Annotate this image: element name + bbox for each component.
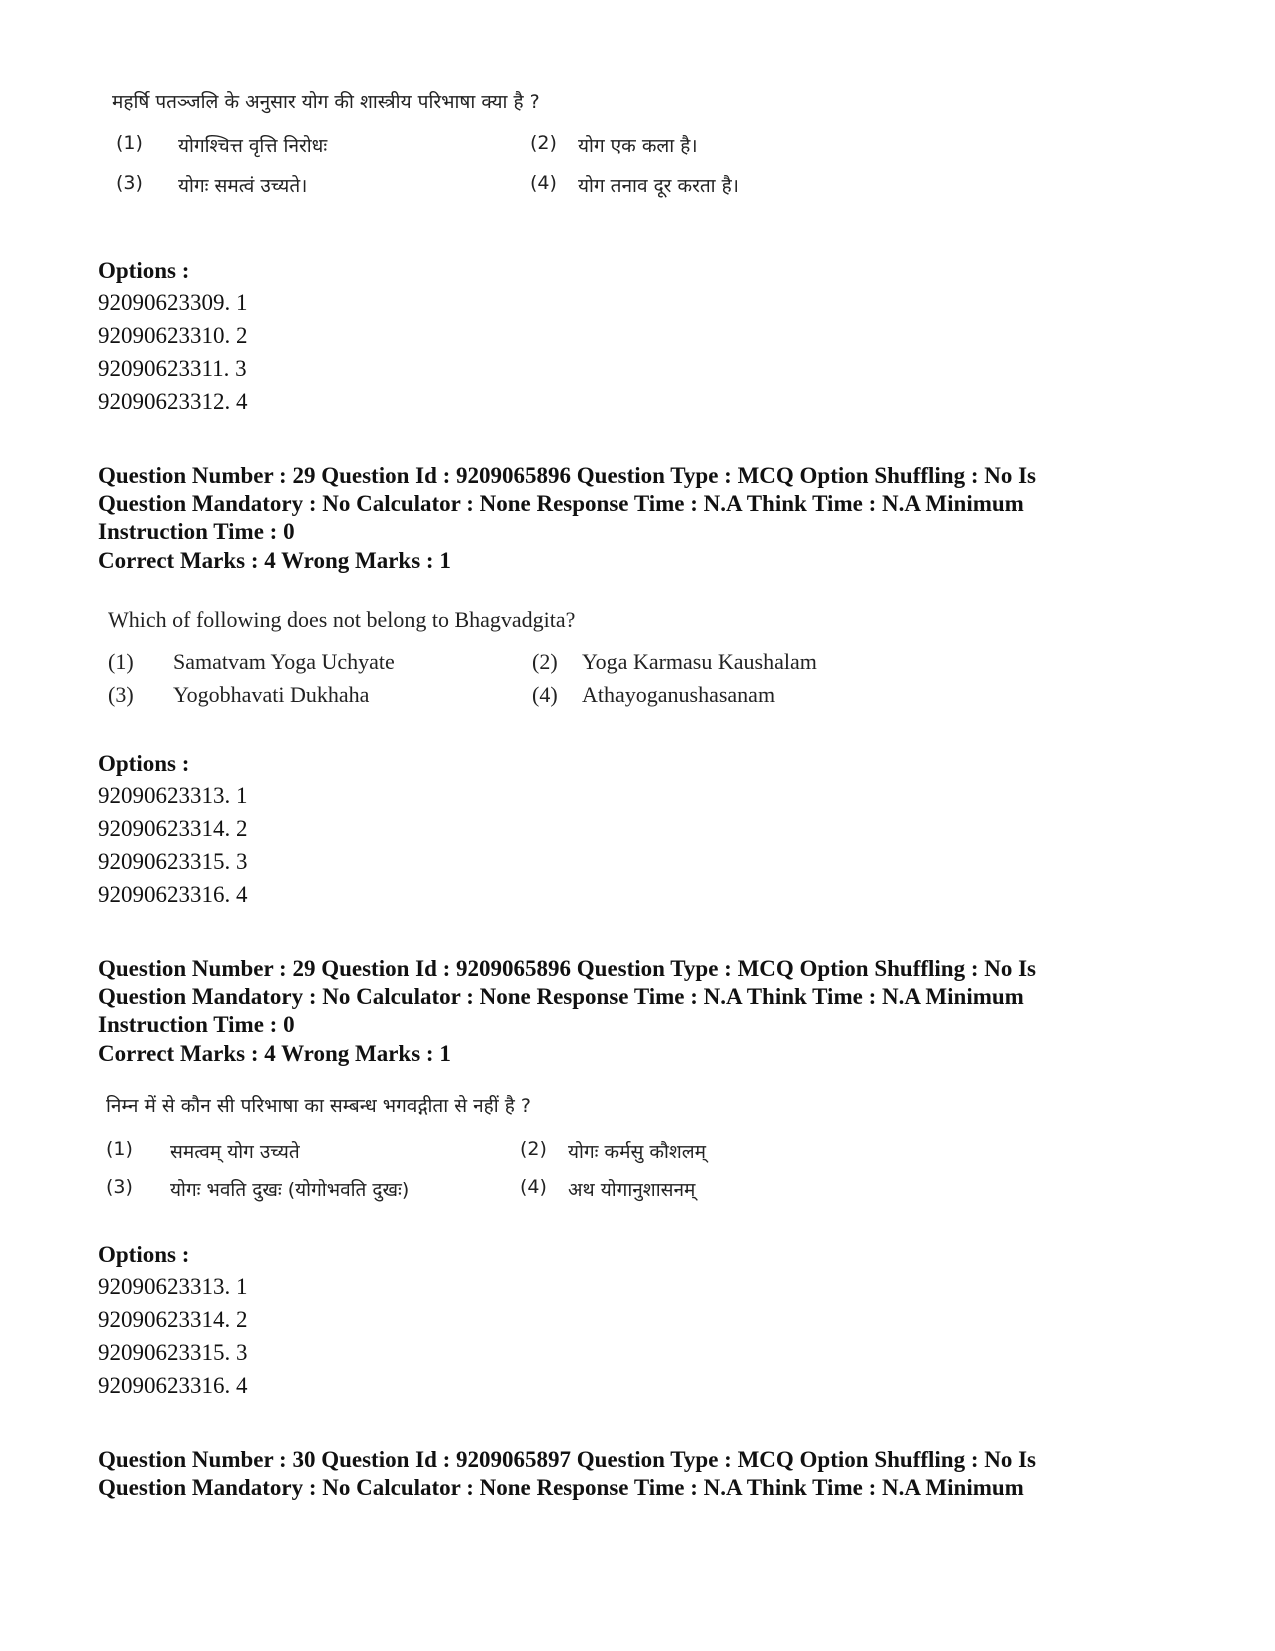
choice-text: योग एक कला है। xyxy=(578,135,698,157)
metadata-line: Question Mandatory : No Calculator : None Response Time : N.A Think Time : N.A Minimum xyxy=(98,1475,1024,1500)
metadata-line: Instruction Time : 0 xyxy=(98,519,295,544)
choice-number: (1) xyxy=(106,1138,133,1160)
question-metadata xyxy=(98,955,1198,1039)
options-heading: Options : xyxy=(98,751,190,776)
marks-line: Correct Marks : 4 Wrong Marks : 1 xyxy=(98,548,451,573)
metadata-line: Question Number : 30 Question Id : 9209065897 Question Type : MCQ Option Shuffling : No Is xyxy=(98,1447,1037,1472)
metadata-line: Question Mandatory : No Calculator : None Response Time : N.A Think Time : N.A Minimum xyxy=(98,491,1024,516)
choice-number: (2) xyxy=(520,1138,547,1160)
metadata-line: Question Mandatory : No Calculator : None Response Time : N.A Think Time : N.A Minimum xyxy=(98,984,1024,1009)
option-id-line: 92090623310. 2 xyxy=(98,323,248,348)
option-id-line: 92090623309. 1 xyxy=(98,290,248,315)
option-id-line: 92090623311. 3 xyxy=(98,356,247,381)
choice-text: Yogobhavati Dukhaha xyxy=(173,682,370,707)
choice-text: योगः भवति दुखः (योगोभवति दुखः) xyxy=(170,1179,410,1201)
choice-text: योगः कर्मसु कौशलम् xyxy=(568,1141,707,1163)
metadata-line: Question Number : 29 Question Id : 9209065896 Question Type : MCQ Option Shuffling : No Is xyxy=(98,463,1037,488)
option-id-line: 92090623316. 4 xyxy=(98,882,248,907)
choice-number: (3) xyxy=(108,682,134,707)
choice-text: Yoga Karmasu Kaushalam xyxy=(582,649,817,674)
question-metadata xyxy=(98,462,1198,546)
choice-number: (4) xyxy=(532,682,558,707)
choice-text: Athayoganushasanam xyxy=(582,682,776,707)
option-id-line: 92090623313. 1 xyxy=(98,783,248,808)
option-id-line: 92090623315. 3 xyxy=(98,1340,248,1365)
choice-text: अथ योगानुशासनम् xyxy=(568,1179,696,1201)
choice-text: समत्वम् योग उच्यते xyxy=(170,1141,300,1163)
marks-line: Correct Marks : 4 Wrong Marks : 1 xyxy=(98,1041,451,1066)
question-image-english-bhagvadgita xyxy=(100,607,860,717)
option-id-line: 92090623315. 3 xyxy=(98,849,248,874)
options-heading: Options : xyxy=(98,1242,190,1267)
question-image-hindi-bhagvadgita xyxy=(100,1092,820,1212)
option-id-line: 92090623314. 2 xyxy=(98,1307,248,1332)
choice-number: (2) xyxy=(532,649,558,674)
question-image-hindi-patanjali xyxy=(100,88,800,208)
question-stem: निम्न में से कौन सी परिभाषा का सम्बन्ध भगवद्गीता से नहीं है ? xyxy=(106,1095,531,1117)
choice-number: (3) xyxy=(116,172,143,194)
metadata-line: Instruction Time : 0 xyxy=(98,1012,295,1037)
choice-number: (3) xyxy=(106,1176,133,1198)
choice-number: (1) xyxy=(116,132,143,154)
option-id-line: 92090623314. 2 xyxy=(98,816,248,841)
choice-text: योगः समत्वं उच्यते। xyxy=(178,175,308,197)
metadata-line: Question Number : 29 Question Id : 9209065896 Question Type : MCQ Option Shuffling : No Is xyxy=(98,956,1037,981)
option-id-line: 92090623312. 4 xyxy=(98,389,248,414)
options-heading: Options : xyxy=(98,258,190,283)
question-stem: Which of following does not belong to Bhagvadgita? xyxy=(108,607,576,632)
option-id-line: 92090623316. 4 xyxy=(98,1373,248,1398)
choice-number: (4) xyxy=(520,1176,547,1198)
question-stem: महर्षि पतञ्जलि के अनुसार योग की शास्त्रीय परिभाषा क्या है ? xyxy=(112,91,540,113)
choice-text: योगश्चित्त वृत्ति निरोधः xyxy=(178,135,328,157)
choice-number: (1) xyxy=(108,649,134,674)
choice-number: (4) xyxy=(530,172,557,194)
option-id-line: 92090623313. 1 xyxy=(98,1274,248,1299)
choice-text: Samatvam Yoga Uchyate xyxy=(173,649,395,674)
choice-text: योग तनाव दूर करता है। xyxy=(578,175,739,197)
question-metadata xyxy=(98,1446,1198,1502)
choice-number: (2) xyxy=(530,132,557,154)
